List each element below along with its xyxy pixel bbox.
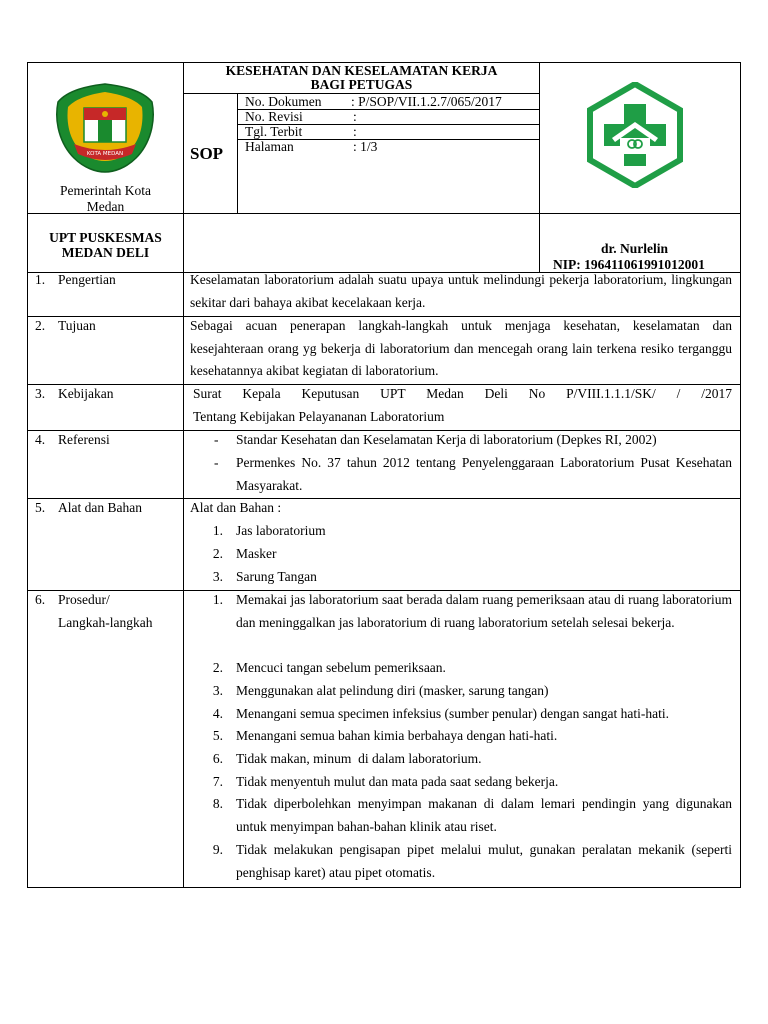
list-item: Tidak melakukan pengisapan pipet melalui mulut, gunakan peralatan mekanik (seperti penghisap karet) atau pipet otomatis. xyxy=(236,842,732,880)
list-item: Jas laboratorium xyxy=(236,523,326,538)
section-number: 2. xyxy=(35,318,46,333)
list-item: Permenkes No. 37 tahun 2012 tentang Penyelenggaraan Laboratorium Pusat Kesehatan Masyarakat. xyxy=(236,455,732,493)
list-item: Masker xyxy=(236,546,277,561)
document-title-line2: BAGI PETUGAS xyxy=(310,77,413,92)
section-label-pengertian: Pengertian xyxy=(58,272,116,287)
section-label-referensi: Referensi xyxy=(58,432,110,447)
meta-value-no-revisi: : xyxy=(353,109,357,124)
list-item: Mencuci tangan sebelum pemeriksaan. xyxy=(236,660,446,675)
section-number: 5. xyxy=(35,500,46,515)
puskesmas-logo xyxy=(582,82,688,188)
list-item: Tidak menyentuh mulut dan mata pada saat sedang bekerja. xyxy=(236,774,559,789)
meta-label-halaman: Halaman xyxy=(245,139,294,154)
section-number: 3. xyxy=(35,386,46,401)
gov-name-line1: Pemerintah Kota xyxy=(59,183,152,198)
crest-text: KOTA MEDAN xyxy=(86,151,124,157)
section-number: 4. xyxy=(35,432,46,447)
list-item: Tidak diperbolehkan menyimpan makanan di dalam lemari pendingin yang digunakan untuk menyimpan bahan-bahan klinik atau riset. xyxy=(236,796,732,834)
list-number: 7. xyxy=(212,774,223,789)
document-title-line1: KESEHATAN DAN KESELAMATAN KERJA xyxy=(225,63,498,78)
signer-nip: NIP: 196411061991012001 xyxy=(553,257,705,272)
list-number: 2. xyxy=(212,546,223,561)
meta-label-no-revisi: No. Revisi xyxy=(245,109,303,124)
meta-label-no-dokumen: No. Dokumen xyxy=(245,94,322,109)
section-intro-alat-bahan: Alat dan Bahan : xyxy=(190,500,282,515)
list-number: 2. xyxy=(212,660,223,675)
list-number: 5. xyxy=(212,728,223,743)
list-item: Menangani semua specimen infeksius (sumber penular) dengan sangat hati-hati. xyxy=(236,706,669,721)
section-text-kebijakan-line1: Surat Kepala Keputusan UPT Medan Deli No P/VIII.1.1.1/SK/ / /2017 xyxy=(193,386,732,401)
list-item: Menggunakan alat pelindung diri (masker, sarung tangan) xyxy=(236,683,549,698)
section-text-tujuan: Sebagai acuan penerapan langkah-langkah untuk menjaga kesehatan, keselamatan dan kesejahteraan orang yg bekerja di laboratorium dan mencegah orang lain terkena resiko terganggu kesehatannya akibat kegiatan di laboratorium. xyxy=(190,318,732,379)
section-label-prosedur-line2: Langkah-langkah xyxy=(58,615,153,630)
gov-name-line2: Medan xyxy=(86,199,125,214)
signer-name: dr. Nurlelin xyxy=(601,241,669,256)
list-bullet: - xyxy=(214,455,219,470)
section-number: 6. xyxy=(35,592,46,607)
list-item: Menangani semua bahan kimia berbahaya dengan hati-hati. xyxy=(236,728,558,743)
list-number: 3. xyxy=(212,569,223,584)
list-number: 1. xyxy=(212,592,223,607)
list-item: Memakai jas laboratorium saat berada dalam ruang pemeriksaan atau di ruang laboratorium dan meninggalkan jas laboratorium di ruang laboratorium setelah selesai bekerja. xyxy=(236,592,732,630)
section-label-alat-bahan: Alat dan Bahan xyxy=(58,500,142,515)
section-text-kebijakan-line2: Tentang Kebijakan Pelayananan Laboratorium xyxy=(193,409,445,424)
section-text-pengertian: Keselamatan laboratorium adalah suatu upaya untuk melindungi pekerja laboratorium, lingkungan sekitar dari bahaya akibat kecelakaan kerja. xyxy=(190,272,732,310)
list-item: Tidak makan, minum di dalam laboratorium. xyxy=(236,751,482,766)
org-name-line1: UPT PUSKESMAS xyxy=(49,230,162,245)
list-item: Sarung Tangan xyxy=(236,569,317,584)
list-item: Standar Kesehatan dan Keselamatan Kerja di laboratorium (Depkes RI, 2002) xyxy=(236,432,657,447)
meta-value-no-dokumen: : P/SOP/VII.1.2.7/065/2017 xyxy=(351,94,502,109)
section-number: 1. xyxy=(35,272,46,287)
meta-value-halaman: : 1/3 xyxy=(353,139,378,154)
kota-medan-crest xyxy=(52,82,158,174)
section-label-prosedur: Prosedur/ xyxy=(58,592,110,607)
meta-label-tgl-terbit: Tgl. Terbit xyxy=(245,124,303,139)
list-bullet: - xyxy=(214,432,219,447)
list-number: 1. xyxy=(212,523,223,538)
list-number: 9. xyxy=(212,842,223,857)
org-name-line2: MEDAN DELI xyxy=(61,245,150,260)
section-label-kebijakan: Kebijakan xyxy=(58,386,114,401)
meta-value-tgl-terbit: : xyxy=(353,124,357,139)
list-number: 4. xyxy=(212,706,223,721)
sop-label: SOP xyxy=(190,144,224,163)
section-label-tujuan: Tujuan xyxy=(58,318,96,333)
list-number: 3. xyxy=(212,683,223,698)
list-number: 8. xyxy=(212,796,223,811)
list-number: 6. xyxy=(212,751,223,766)
